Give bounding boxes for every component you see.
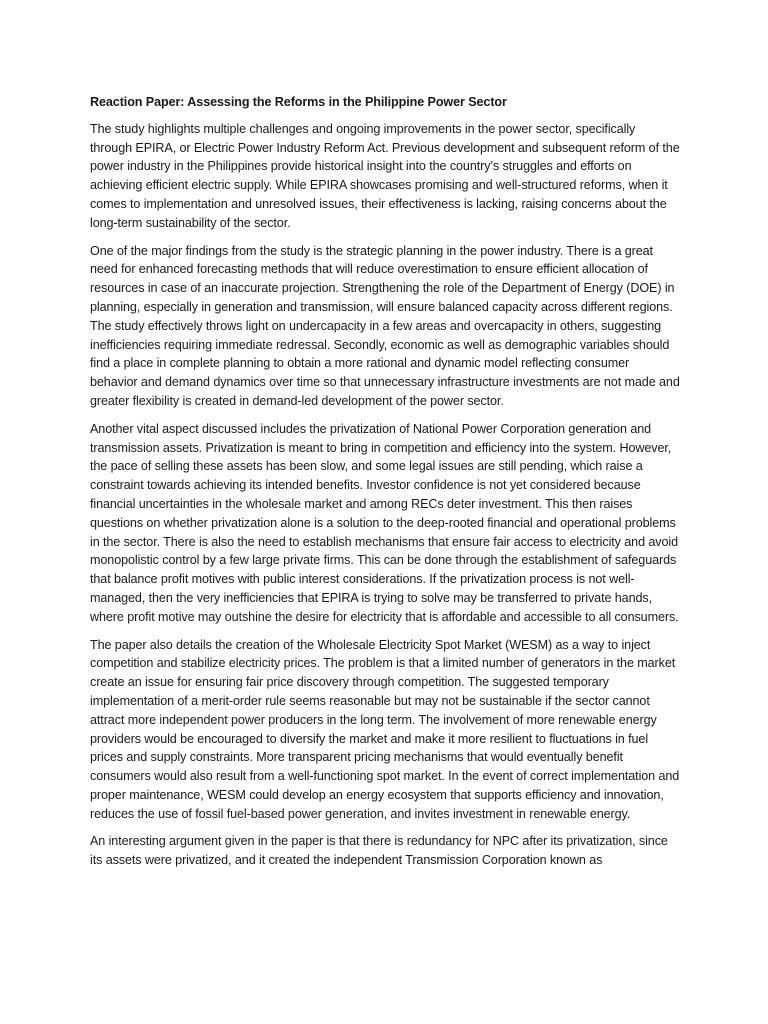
document-title: Reaction Paper: Assessing the Reforms in the Philippine Power Sector (90, 95, 507, 109)
paragraph-2: One of the major findings from the study is the strategic planning in the power industry. There is a great need for enhanced forecasting methods that will reduce overestimation to ensure efficient allocation of resources in case of an inaccurate projection. Strengthening the role of the Department of Energy (DOE) in planning, especially in generation and transmission, will ensure balanced capacity across different regions. The study effectively throws light on undercapacity in a few areas and overcapacity in others, suggesting inefficiencies requiring immediate redressal. Secondly, economic as well as demographic variables should find a place in complete planning to obtain a more rational and dynamic model reflecting consumer behavior and demand dynamics over time so that unnecessary infrastructure investments are not made and greater flexibility is created in demand-led development of the power sector. (90, 243, 680, 408)
paragraph-1: The study highlights multiple challenges and ongoing improvements in the power sector, specifically through EPIRA, or Electric Power Industry Reform Act. Previous development and subsequent reform of the power industry in the Philippines provide historical insight into the country’s struggles and efforts on achieving efficient electric supply. While EPIRA showcases promising and well-structured reforms, when it comes to implementation and unresolved issues, their effectiveness is lacking, raising concerns about the long-term sustainability of the sector. (90, 121, 680, 230)
paragraph-3: Another vital aspect discussed includes the privatization of National Power Corporation generation and transmission assets. Privatization is meant to bring in competition and efficiency into the system. However, the pace of selling these assets has been slow, and some legal issues are still pending, which raise a constraint towards achieving its intended benefits. Investor confidence is not yet considered because financial uncertainties in the wholesale market and among RECs deter investment. This then raises questions on whether privatization alone is a solution to the deep-rooted financial and operational problems in the sector. There is also the need to establish mechanisms that ensure fair access to electricity and avoid monopolistic control by a few large private firms. This can be done through the establishment of safeguards that balance profit motives with public interest considerations. If the privatization process is not well-managed, then the very inefficiencies that EPIRA is trying to solve may be transferred to private hands, where profit motive may outshine the desire for electricity that is affordable and accessible to all consumers. (90, 421, 679, 624)
paragraph-4: The paper also details the creation of the Wholesale Electricity Spot Market (WESM) as a way to inject competition and stabilize electricity prices. The problem is that a limited number of generators in the market create an issue for ensuring fair price discovery through competition. The suggested temporary implementation of a merit-order rule seems reasonable but may not be sustainable if the sector cannot attract more independent power producers in the long term. The involvement of more renewable energy providers would be encouraged to diversify the market and make it more resilient to fluctuations in fuel prices and supply constraints. More transparent pricing mechanisms that would eventually benefit consumers would also result from a well-functioning spot market. In the event of correct implementation and proper maintenance, WESM could develop an energy ecosystem that supports efficiency and innovation, reduces the use of fossil fuel-based power generation, and invites investment in renewable energy. (90, 637, 680, 821)
document-body (90, 93, 680, 879)
paragraph-5: An interesting argument given in the paper is that there is redundancy for NPC after its privatization, since its assets were privatized, and it created the independent Transmission Corporation known as (90, 834, 668, 868)
